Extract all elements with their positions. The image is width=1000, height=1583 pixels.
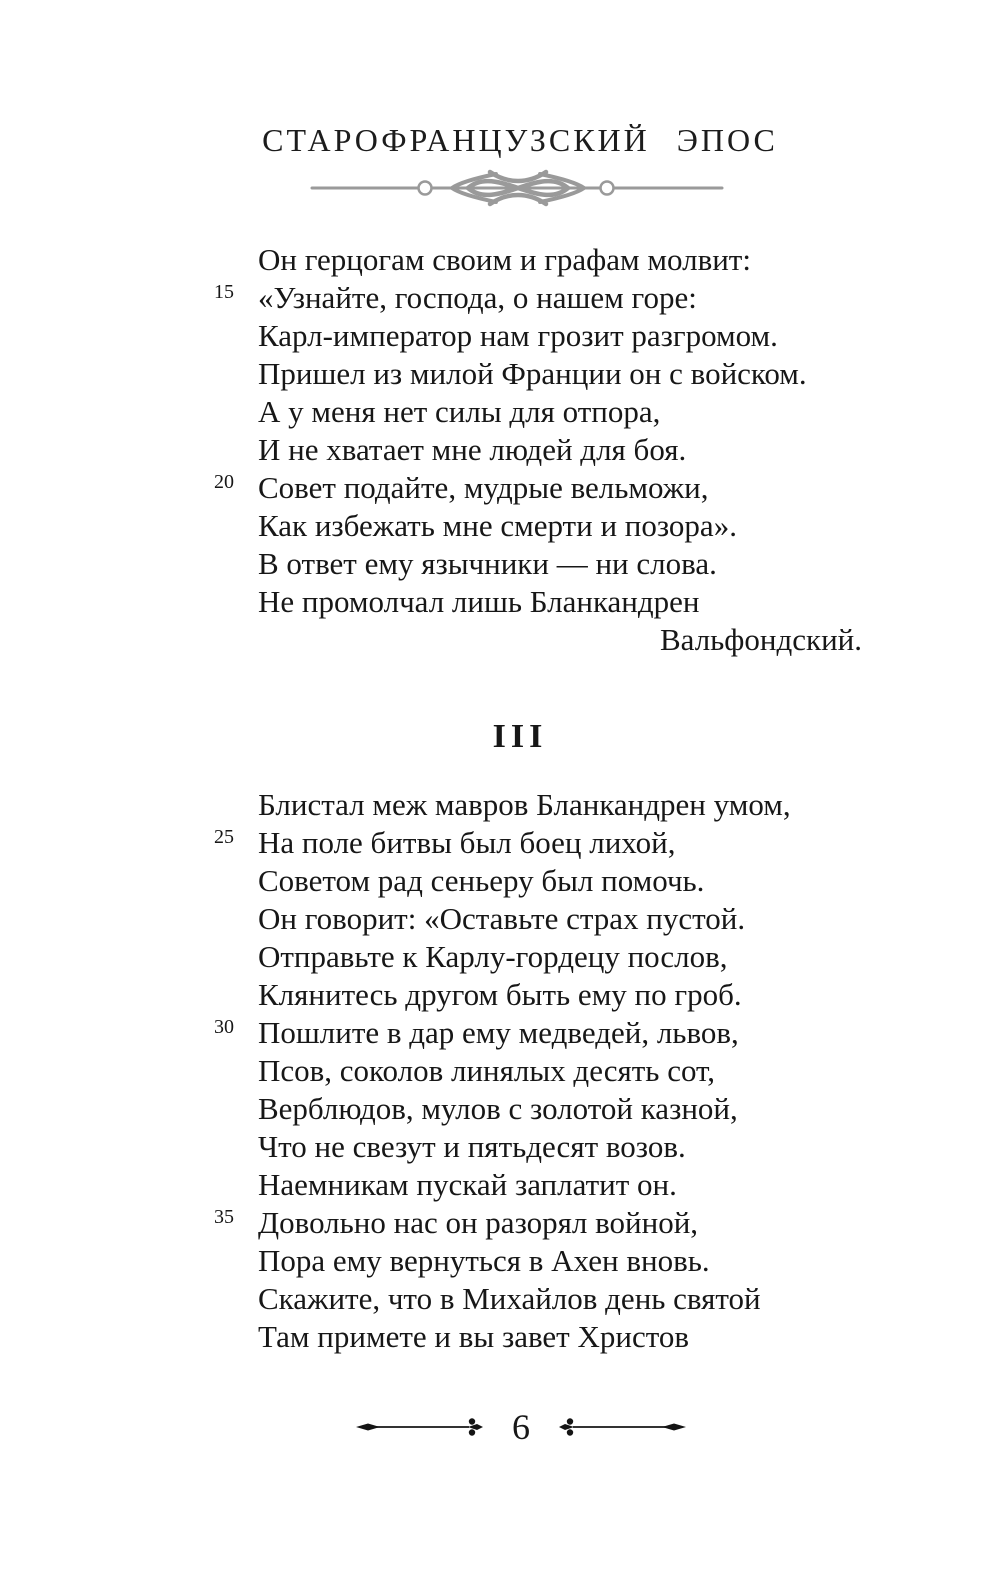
poem-line (258, 1242, 862, 1280)
poem-line (258, 1090, 862, 1128)
poem-line (214, 279, 862, 317)
line-text: Клянитесь другом быть ему по гроб. (258, 977, 742, 1012)
line-text: Советом рад сеньеру был помочь. (258, 863, 705, 898)
poem-line (258, 976, 862, 1014)
poem-line (258, 1128, 862, 1166)
line-text: Пришел из милой Франции он с войском. (258, 356, 807, 391)
line-text: Довольно нас он разорял войной, (258, 1205, 699, 1240)
line-text: Наемникам пускай заплатит он. (258, 1167, 677, 1202)
line-text: В ответ ему язычники — ни слова. (258, 546, 717, 581)
line-text: Блистал меж мавров Бланкандрен умом, (258, 787, 791, 822)
poem-line (258, 862, 862, 900)
line-text: Псов, соколов линялых десять сот, (258, 1053, 716, 1088)
running-header-title: СТАРОФРАНЦУЗСКИЙ ЭПОС (262, 122, 778, 158)
poem-line (258, 431, 862, 469)
line-text: Там примете и вы завет Христов (258, 1319, 689, 1354)
poem-line (258, 545, 862, 583)
poem-line (214, 824, 862, 862)
poem-line (258, 393, 862, 431)
poem-line (258, 583, 862, 621)
line-text: Вальфондский. (659, 622, 862, 657)
line-text: Пора ему вернуться в Ахен вновь. (258, 1243, 710, 1278)
poem-line (258, 1280, 862, 1318)
section-heading: III (492, 718, 548, 755)
poem-line (258, 786, 862, 824)
line-text: И не хватает мне людей для боя. (258, 432, 687, 467)
poem-line (258, 355, 862, 393)
line-text: А у меня нет силы для отпора, (258, 394, 661, 429)
poem-line (258, 317, 862, 355)
poem-line (214, 1204, 862, 1242)
line-text: «Узнайте, господа, о нашем горе: (258, 280, 697, 315)
line-text: Он говорит: «Оставьте страх пустой. (258, 901, 746, 936)
stanza-2-verse (214, 241, 862, 659)
line-number: 15 (214, 281, 234, 303)
line-number: 35 (214, 1206, 234, 1228)
poem-line (258, 1052, 862, 1090)
poem-line (258, 1166, 862, 1204)
stanza-3-verse (214, 786, 862, 1356)
line-text: Что не свезут и пятьдесят возов. (258, 1129, 686, 1164)
poem-line (258, 241, 862, 279)
poem-line (258, 507, 862, 545)
line-text: Совет подайте, мудрые вельможи, (258, 470, 709, 505)
poem-line (258, 621, 862, 659)
line-text: Пошлите в дар ему медведей, львов, (258, 1015, 739, 1050)
footer-rule-right-icon (557, 1416, 687, 1438)
line-text: Отправьте к Карлу-гордецу послов, (258, 939, 728, 974)
poem-line (258, 938, 862, 976)
line-text: Не промолчал лишь Бланкандрен (258, 584, 700, 619)
poem-line (214, 469, 862, 507)
line-number: 30 (214, 1016, 234, 1038)
line-text: Скажите, что в Михайлов день святой (258, 1281, 761, 1316)
footer-rule-left-icon (355, 1416, 485, 1438)
poem-line (214, 1014, 862, 1052)
line-text: Верблюдов, мулов с золотой казной, (258, 1091, 738, 1126)
page-footer (355, 1404, 687, 1450)
line-number: 25 (214, 826, 234, 848)
line-text: Как избежать мне смерти и позора». (258, 508, 737, 543)
page-number: 6 (512, 1407, 530, 1447)
line-text: На поле битвы был боец лихой, (258, 825, 676, 860)
poem-line (258, 900, 862, 938)
header-knot-divider-icon (0, 163, 1000, 213)
line-number: 20 (214, 471, 234, 493)
line-text: Он герцогам своим и графам молвит: (258, 242, 751, 277)
line-text: Карл-император нам грозит разгромом. (258, 318, 778, 353)
poem-line (258, 1318, 862, 1356)
